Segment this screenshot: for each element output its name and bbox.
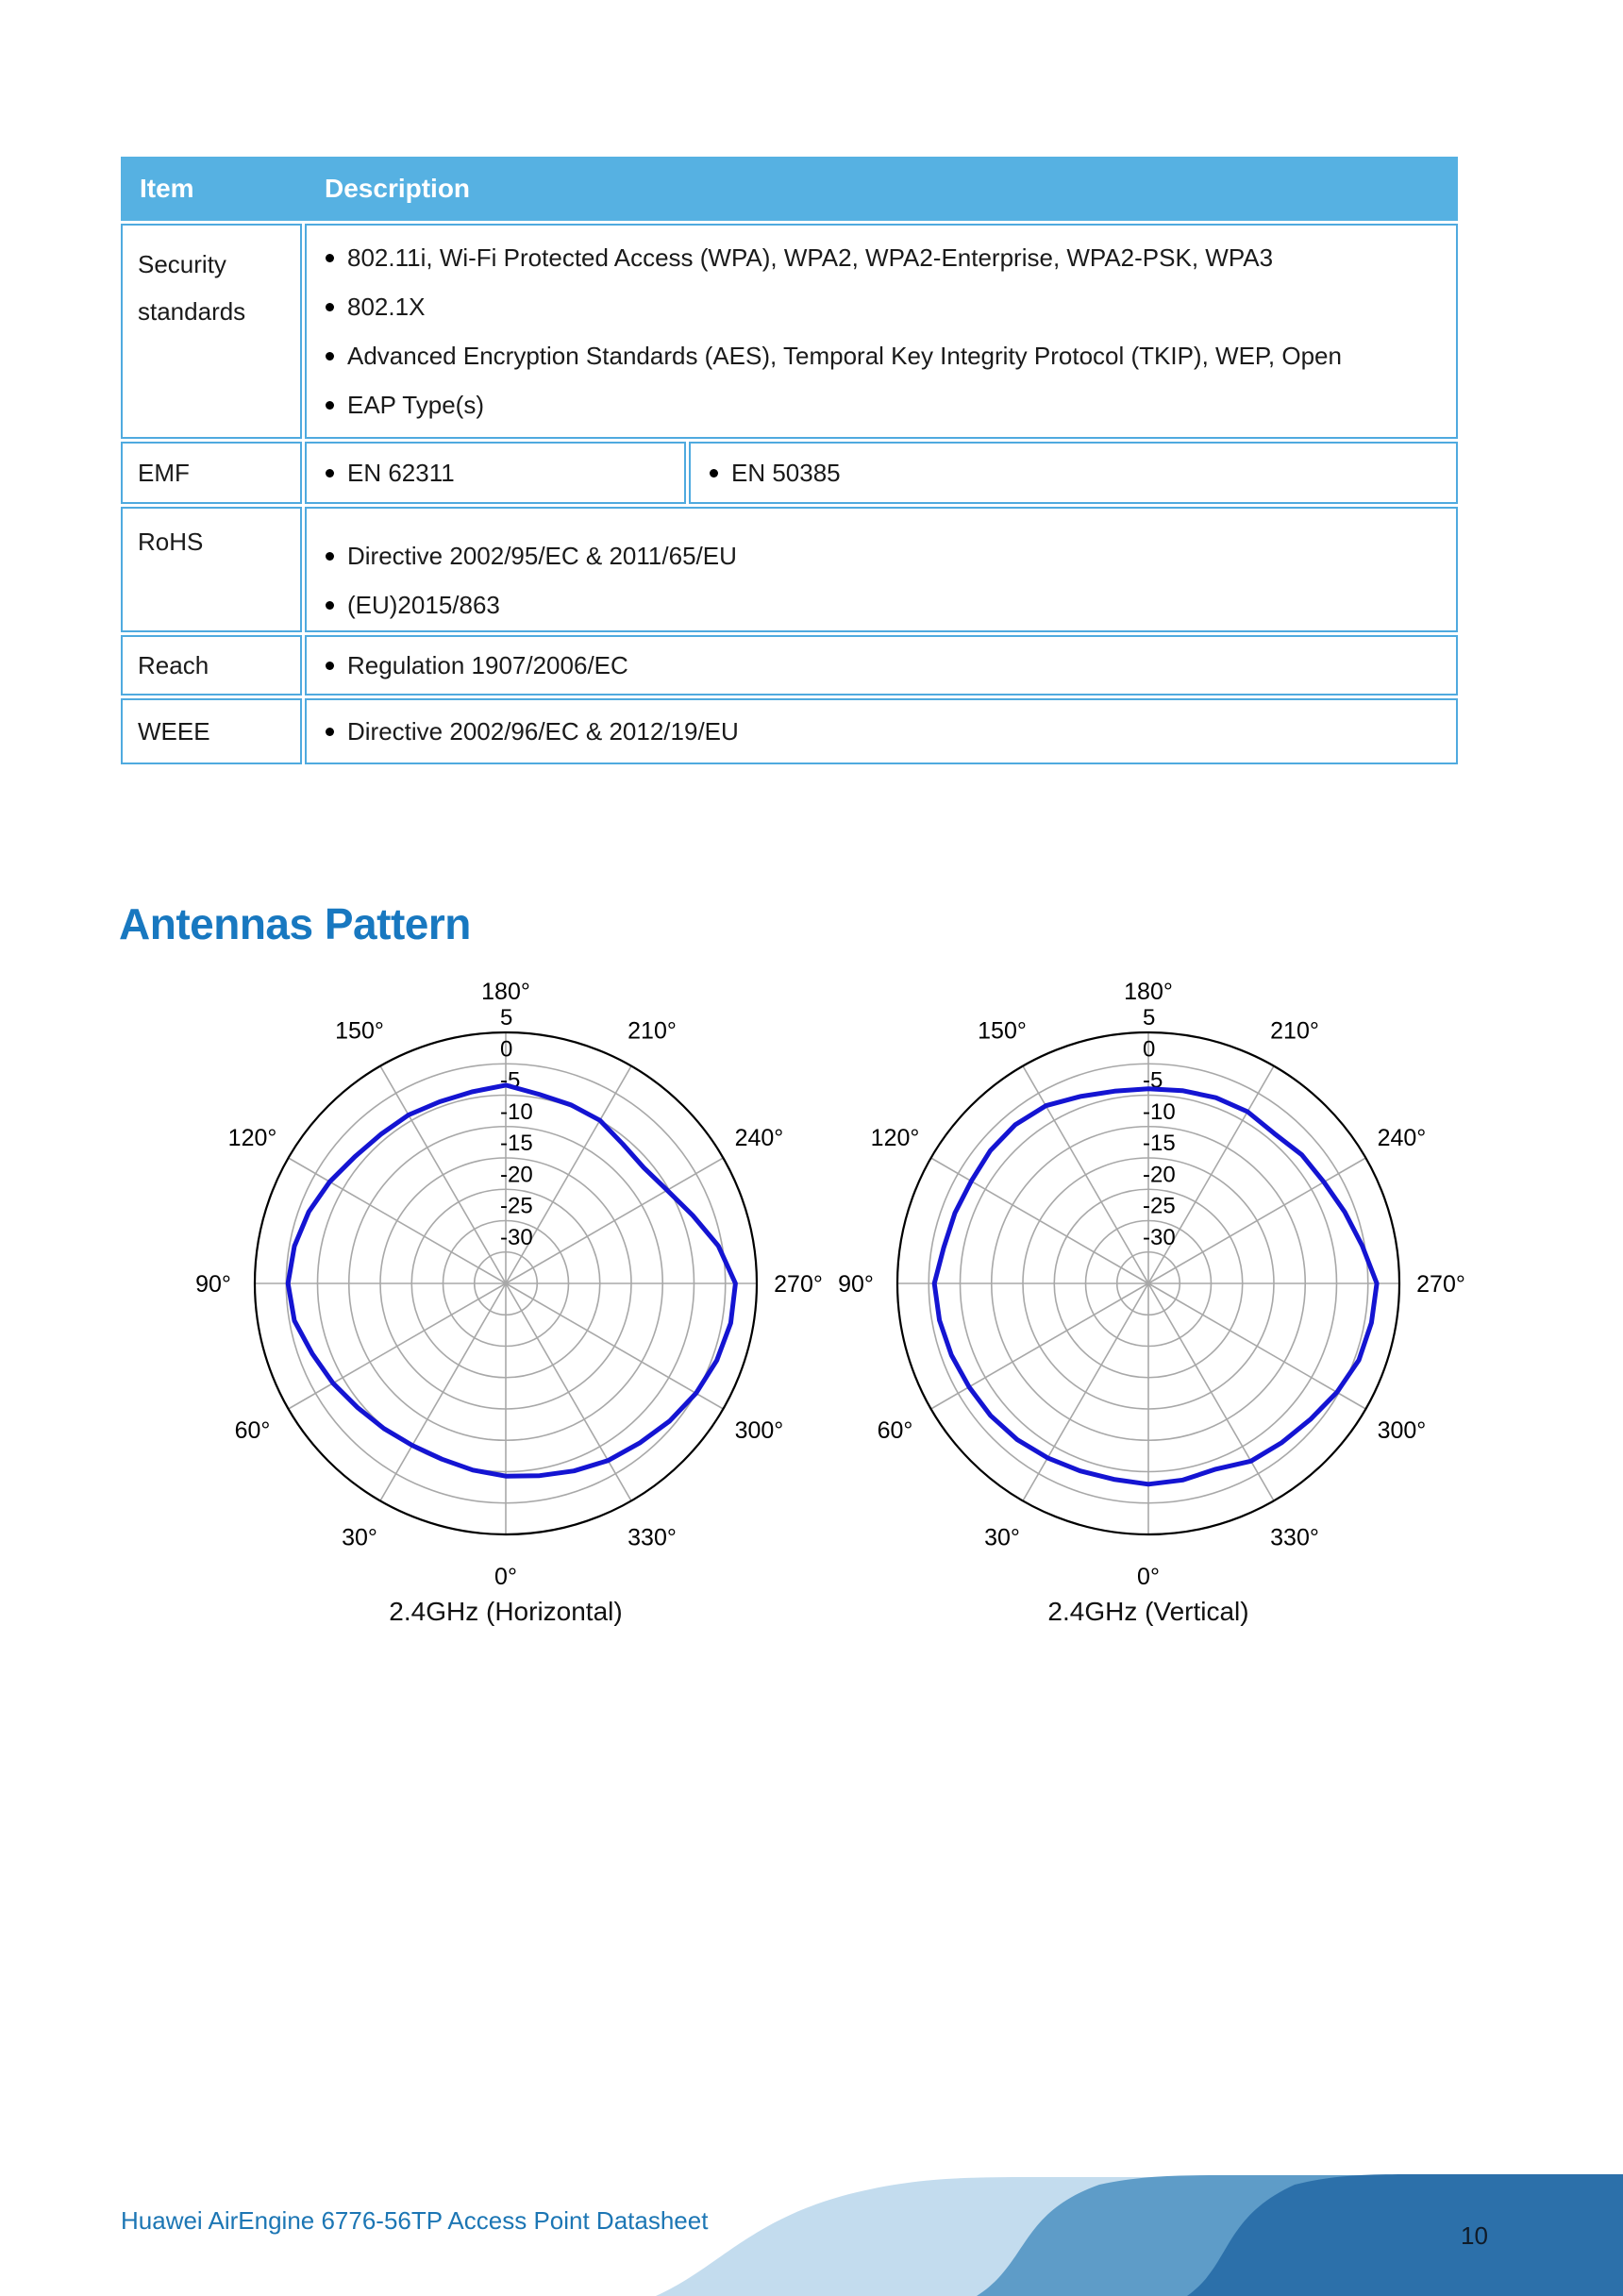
bullet-text: Directive 2002/95/EC & 2011/65/EU	[347, 541, 737, 570]
svg-text:0°: 0°	[1137, 1564, 1160, 1590]
bullet-icon	[326, 401, 334, 410]
table-row	[121, 224, 1458, 439]
svg-text:30°: 30°	[342, 1524, 377, 1551]
svg-text:0: 0	[500, 1036, 513, 1063]
table-row	[121, 698, 1458, 764]
row-item-label: RoHS	[121, 507, 302, 632]
svg-text:180°: 180°	[481, 979, 530, 1005]
table-header-row	[121, 157, 1458, 221]
antenna-pattern-vertical-chart	[809, 944, 1488, 1623]
svg-text:150°: 150°	[978, 1017, 1027, 1045]
bullet-icon	[326, 601, 334, 610]
list-item	[326, 282, 1455, 331]
bullet-text: Advanced Encryption Standards (AES), Temporal Key Integrity Protocol (TKIP), WEP, Open	[347, 341, 1342, 370]
row-item-label: EMF	[121, 442, 302, 504]
svg-text:-5: -5	[1143, 1067, 1163, 1094]
svg-text:150°: 150°	[335, 1017, 384, 1045]
row-item-label: Reach	[121, 635, 302, 696]
list-item	[326, 380, 1455, 429]
svg-text:-20: -20	[1143, 1162, 1176, 1188]
header-item: Item	[140, 174, 194, 203]
svg-text:60°: 60°	[234, 1417, 271, 1444]
svg-text:240°: 240°	[1377, 1125, 1427, 1151]
svg-text:210°: 210°	[1270, 1017, 1319, 1045]
row-description-left	[305, 442, 686, 504]
bullet-text: (EU)2015/863	[347, 590, 500, 619]
list-item	[326, 331, 1455, 380]
list-item	[326, 580, 1455, 629]
bullet-text: EAP Type(s)	[347, 390, 484, 419]
row-description	[305, 698, 1458, 764]
bullet-icon	[326, 254, 334, 262]
table-row	[121, 442, 1458, 504]
bullet-icon	[326, 469, 334, 478]
svg-text:300°: 300°	[1377, 1417, 1427, 1444]
spec-table	[118, 154, 1461, 767]
svg-text:5: 5	[500, 1005, 513, 1031]
bullet-icon	[326, 662, 334, 670]
header-description: Description	[325, 174, 471, 203]
page-number: 10	[1461, 2221, 1488, 2250]
svg-text:0: 0	[1143, 1036, 1156, 1063]
chart-caption-horizontal: 2.4GHz (Horizontal)	[389, 1597, 623, 1626]
table-row	[121, 635, 1458, 696]
svg-text:60°: 60°	[877, 1417, 913, 1444]
svg-text:240°: 240°	[734, 1125, 784, 1151]
svg-text:-30: -30	[500, 1224, 533, 1250]
row-item-label: Security standards	[121, 224, 302, 439]
bullet-text: 802.11i, Wi-Fi Protected Access (WPA), WPA2, WPA2-Enterprise, WPA2-PSK, WPA3	[347, 243, 1274, 272]
bullet-text: Regulation 1907/2006/EC	[347, 650, 628, 679]
chart-caption-vertical: 2.4GHz (Vertical)	[1047, 1597, 1249, 1626]
bullet-text: 802.1X	[347, 292, 426, 321]
row-description	[305, 635, 1458, 696]
row-description-right	[689, 442, 1458, 504]
bullet-icon	[326, 728, 334, 736]
svg-text:-25: -25	[500, 1193, 533, 1219]
svg-text:270°: 270°	[774, 1271, 823, 1298]
svg-text:330°: 330°	[1270, 1524, 1319, 1551]
svg-text:-25: -25	[1143, 1193, 1176, 1219]
bullet-text: Directive 2002/96/EC & 2012/19/EU	[347, 716, 739, 746]
row-description	[305, 507, 1458, 632]
row-item-label: WEEE	[121, 698, 302, 764]
svg-text:90°: 90°	[195, 1271, 231, 1298]
svg-text:300°: 300°	[734, 1417, 784, 1444]
svg-text:-10: -10	[1143, 1098, 1176, 1125]
bullet-icon	[326, 352, 334, 360]
svg-text:5: 5	[1143, 1005, 1156, 1031]
bullet-icon	[326, 552, 334, 561]
list-item	[326, 641, 1455, 690]
bullet-text: EN 50385	[731, 458, 841, 487]
table-row	[121, 507, 1458, 632]
svg-text:-15: -15	[500, 1131, 533, 1156]
svg-text:120°: 120°	[870, 1125, 920, 1151]
svg-text:-15: -15	[1143, 1131, 1176, 1156]
svg-text:-5: -5	[500, 1067, 521, 1094]
list-item	[326, 707, 1455, 756]
svg-text:30°: 30°	[984, 1524, 1020, 1551]
svg-text:120°: 120°	[227, 1125, 277, 1151]
page-title: Antennas Pattern	[119, 899, 471, 948]
svg-text:-30: -30	[1143, 1224, 1176, 1250]
svg-text:-10: -10	[500, 1098, 533, 1125]
svg-text:0°: 0°	[494, 1564, 517, 1590]
list-item	[326, 531, 1455, 580]
svg-text:210°: 210°	[627, 1017, 677, 1045]
table-header-band	[121, 157, 1458, 221]
footer-wave-decoration	[0, 2114, 1623, 2296]
svg-text:270°: 270°	[1416, 1271, 1465, 1298]
svg-text:90°: 90°	[838, 1271, 874, 1298]
bullet-icon	[710, 469, 718, 478]
svg-text:330°: 330°	[627, 1524, 677, 1551]
bullet-icon	[326, 303, 334, 311]
bullet-text: EN 62311	[347, 458, 455, 487]
antenna-pattern-horizontal-chart	[166, 944, 845, 1623]
svg-text:-20: -20	[500, 1162, 533, 1188]
list-item	[326, 233, 1455, 282]
footer-document-title: Huawei AirEngine 6776-56TP Access Point Datasheet	[121, 2206, 709, 2235]
svg-text:180°: 180°	[1124, 979, 1173, 1005]
list-item	[326, 448, 683, 497]
list-item	[710, 448, 1455, 497]
row-description	[305, 224, 1458, 439]
